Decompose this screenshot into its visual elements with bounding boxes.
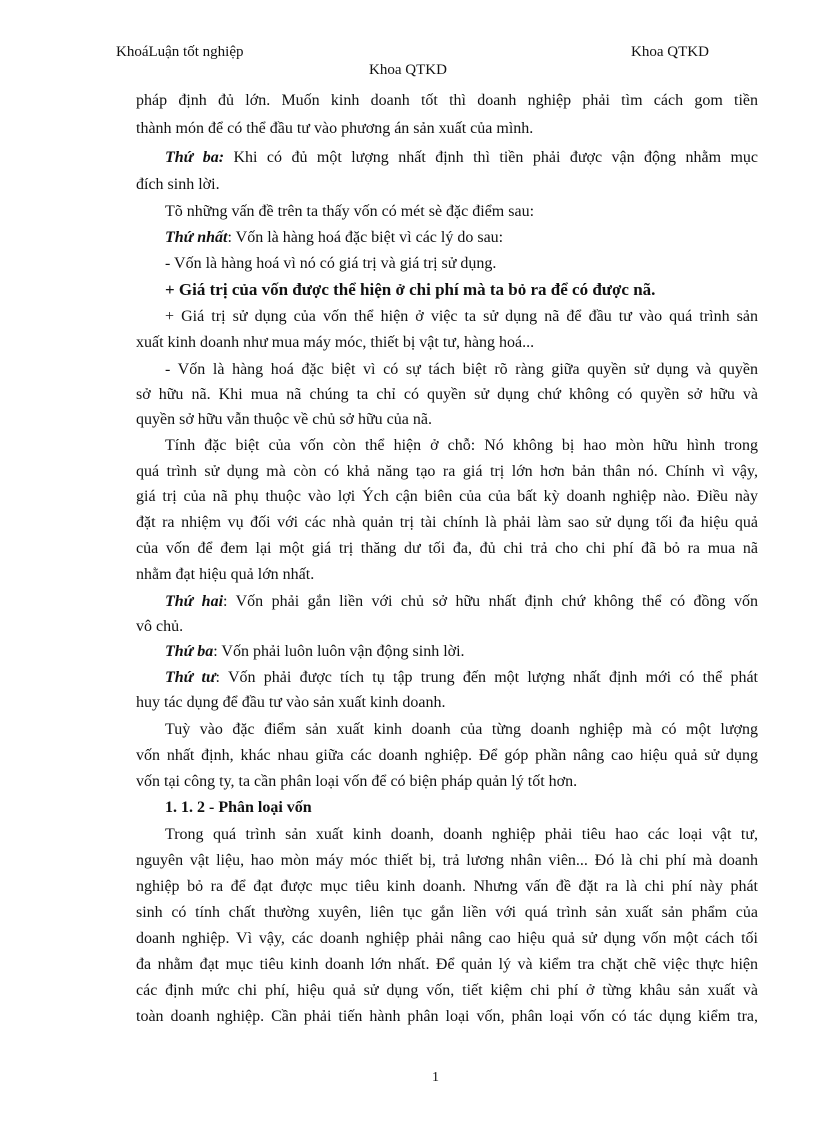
text-line: Tuỳ vào đặc điểm sản xuất kinh doanh của từng doanh nghiệp mà có một lượng [165,721,758,738]
text-line: vốn nhất định, khác nhau giữa các doanh nghiệp. Để góp phần nâng cao hiệu quả sử dụng [136,747,758,764]
text-line: - Vốn là hàng hoá vì nó có giá trị và giá trị sử dụng. [165,255,497,272]
text-line: Tính đặc biệt của vốn còn thể hiện ở chỗ: Nó không bị hao mòn hữu hình trong [165,437,758,454]
text-line: quyền sở hữu vẫn thuộc về chủ sở hữu của nã. [136,411,432,428]
item-text: : Vốn phải được tích tụ tập trung đến một lượng nhất định mới có thể phát [215,669,758,686]
text-line: huy tác dụng để đầu tư vào sản xuất kinh doanh. [136,694,446,711]
text-line: của vốn để đem lại một giá trị thăng dư tối đa, đủ chi trả cho chi phí đã bỏ ra mua nã [136,540,758,557]
header-center: Khoa QTKD [369,62,447,78]
text-line [165,668,758,688]
item-label: Thứ ba: [165,149,225,166]
text-line: vốn tại công ty, ta cần phân loại vốn để có biện pháp quản lý tốt hơn. [136,773,578,790]
text-line [165,642,465,662]
text-line: pháp định đủ lớn. Muốn kinh doanh tốt thì doanh nghiệp phải tìm cách gom tiền [136,92,758,109]
text-line: đa nhằm đạt mục tiêu kinh doanh lớn nhất. Để quản lý và kiểm tra chặt chẽ việc thực hiện [136,956,758,973]
text-line: thành món để có thể đầu tư vào phương án sản xuất của mình. [136,120,534,137]
item-text: Khi có đủ một lượng nhất định thì tiền phải được vận động nhằm mục [224,149,759,166]
text-line: vô chủ. [136,618,184,635]
item-label: Thứ hai [165,593,224,610]
text-line: + Giá trị sử dụng của vốn thể hiện ở việc ta sử dụng nã để đầu tư vào quá trình sản [165,308,758,325]
page-number: 1 [432,1070,439,1085]
text-line: quá trình sử dụng mà còn có khả năng tạo ra giá trị lớn hơn bản thân nó. Chính vì vậy, [136,463,758,480]
item-text: : Vốn là hàng hoá đặc biệt vì các lý do sau: [227,229,504,246]
text-line: sinh có tính chất thường xuyên, liên tục gắn liền với quá trình sản xuất sản phẩm của [136,904,758,921]
section-heading: 1. 1. 2 - Phân loại vốn [165,799,312,816]
text-line: - Vốn là hàng hoá đặc biệt vì có sự tách biệt rõ ràng giữa quyền sử dụng và quyền [165,361,758,378]
header-left: KhoáLuận tốt nghiệp [116,44,244,60]
text-line: đặt ra nhiệm vụ đối với các nhà quản trị tài chính là phải làm sao sử dụng tối đa hiệu quả [136,514,758,531]
item-label: Thứ nhất [165,229,228,246]
header-right: Khoa QTKD [631,44,709,60]
text-line: các định mức chi phí, hiệu quả sử dụng vốn, tiết kiệm chi phí ở từng khâu sản xuất và [136,982,758,999]
text-line [165,148,758,168]
text-line: nguyên vật liệu, hao mòn máy móc thiết bị, trả lương nhân viên... Đó là chi phí mà doanh [136,852,758,869]
text-line [165,592,758,612]
item-label: Thứ tư [165,669,216,686]
text-line: nhằm đạt hiệu quả lớn nhất. [136,566,315,583]
text-line: doanh nghiệp. Vì vậy, các doanh nghiệp phải nâng cao hiệu quả sử dụng vốn một cách tối [136,930,758,947]
text-line: nghiệp bỏ ra để đạt được mục tiêu kinh doanh. Nhưng vấn đề đặt ra là chi phí này phát [136,878,758,895]
text-line: Trong quá trình sản xuất kinh doanh, doanh nghiệp phải tiêu hao các loại vật tư, [165,826,758,843]
text-line: sở hữu nã. Khi mua nã chúng ta chỉ có quyền sử dụng chứ không có quyền sở hữu và [136,386,758,403]
text-line: toàn doanh nghiệp. Cần phải tiến hành phân loại vốn, phân loại vốn có tác dụng kiểm tra, [136,1008,758,1025]
text-line: giá trị của nã phụ thuộc vào lợi Ých cận biên của của bất kỳ doanh nghiệp nào. Điều này [136,488,758,505]
item-text: : Vốn phải gắn liền với chủ sở hữu nhất định chứ không thể có đồng vốn [223,593,758,610]
item-label: Thứ ba [165,643,214,660]
text-line: Tõ những vấn đề trên ta thấy vốn có mét sè đặc điểm sau: [165,203,535,220]
emphasis-line: + Giá trị của vốn được thể hiện ở chi phí mà ta bỏ ra để có được nã. [165,280,656,299]
item-text: : Vốn phải luôn luôn vận động sinh lời. [213,643,465,660]
text-line: xuất kinh doanh như mua máy móc, thiết bị vật tư, hàng hoá... [136,334,535,351]
text-line [165,228,503,248]
text-line: đích sinh lời. [136,176,220,193]
